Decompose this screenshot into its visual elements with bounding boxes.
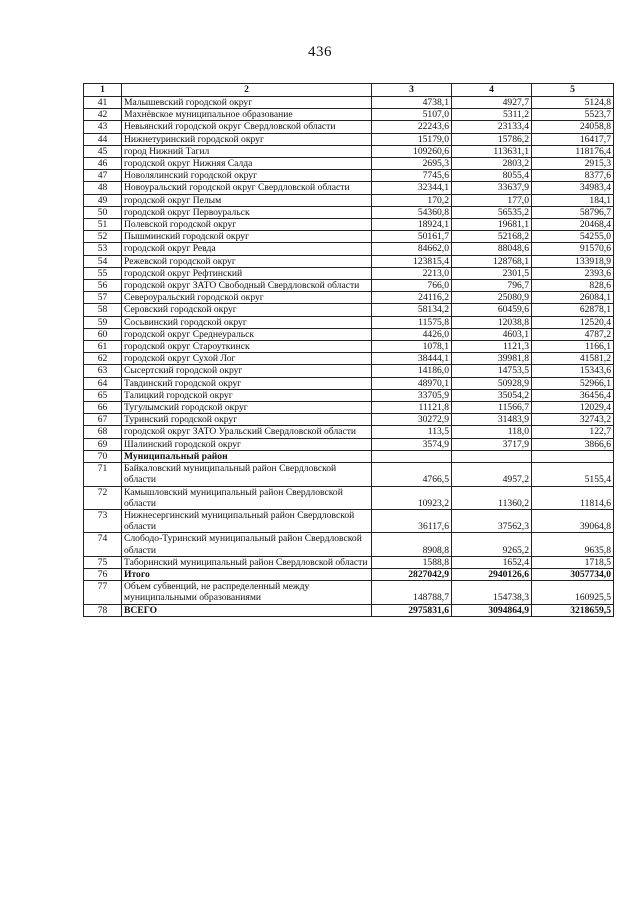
- row-value-col4: 14753,5: [452, 365, 532, 377]
- row-name: Сысертский городской округ: [122, 365, 372, 377]
- row-number: 64: [84, 377, 122, 389]
- row-value-col4: 1121,3: [452, 341, 532, 353]
- row-value-col5: 11814,6: [532, 486, 614, 509]
- row-value-col4: 2940126,6: [452, 568, 532, 580]
- row-value-col3: 84662,0: [372, 243, 452, 255]
- table-row: [84, 219, 614, 231]
- row-value-col3: 50161,7: [372, 231, 452, 243]
- row-value-col5: 828,6: [532, 280, 614, 292]
- row-value-col3: 32344,1: [372, 182, 452, 194]
- row-value-col3: 48970,1: [372, 377, 452, 389]
- table-row: [84, 121, 614, 133]
- row-number: 59: [84, 316, 122, 328]
- row-name: Малышевский городской округ: [122, 97, 372, 109]
- row-value-col4: 88048,6: [452, 243, 532, 255]
- row-name: городской округ Пелым: [122, 194, 372, 206]
- row-value-col4: 60459,6: [452, 304, 532, 316]
- row-value-col4: 35054,2: [452, 389, 532, 401]
- row-number: 44: [84, 133, 122, 145]
- row-number: 52: [84, 231, 122, 243]
- table-row: [84, 292, 614, 304]
- row-value-col3: 2827042,9: [372, 568, 452, 580]
- row-value-col3: 11121,8: [372, 402, 452, 414]
- row-value-col5: 39064,8: [532, 509, 614, 532]
- row-value-col4: 50928,9: [452, 377, 532, 389]
- row-value-col4: 2301,5: [452, 267, 532, 279]
- table-row: [84, 486, 614, 509]
- row-value-col4: 4603,1: [452, 328, 532, 340]
- table-row: [84, 328, 614, 340]
- row-number: 73: [84, 509, 122, 532]
- row-value-col3: 11575,8: [372, 316, 452, 328]
- row-number: 51: [84, 219, 122, 231]
- row-name: Пышминский городской округ: [122, 231, 372, 243]
- row-value-col5: 5523,7: [532, 109, 614, 121]
- table-row: [84, 438, 614, 450]
- row-name: Талицкий городской округ: [122, 389, 372, 401]
- table-row: [84, 604, 614, 616]
- row-number: 45: [84, 145, 122, 157]
- table-row: [84, 109, 614, 121]
- row-value-col5: 4787,2: [532, 328, 614, 340]
- row-number: 47: [84, 170, 122, 182]
- row-value-col4: 118,0: [452, 426, 532, 438]
- row-value-col5: 1718,5: [532, 556, 614, 568]
- row-name: городской округ ЗАТО Свободный Свердловской области: [122, 280, 372, 292]
- table-row: [84, 389, 614, 401]
- table-row: [84, 280, 614, 292]
- header-col-5: 5: [532, 84, 614, 97]
- row-value-col5: 24058,8: [532, 121, 614, 133]
- table-row: [84, 97, 614, 109]
- row-value-col4: 2803,2: [452, 158, 532, 170]
- row-value-col5: 91570,6: [532, 243, 614, 255]
- table-row: [84, 194, 614, 206]
- row-number: 72: [84, 486, 122, 509]
- row-name: Тавдинский городской округ: [122, 377, 372, 389]
- row-value-col5: 2915,3: [532, 158, 614, 170]
- header-col-3: 3: [372, 84, 452, 97]
- row-value-col4: 9265,2: [452, 533, 532, 556]
- table-row: [84, 533, 614, 556]
- table-row: [84, 170, 614, 182]
- row-name: Тугулымский городской округ: [122, 402, 372, 414]
- table-row: [84, 402, 614, 414]
- table-body: [84, 97, 614, 617]
- table-row: [84, 267, 614, 279]
- row-value-col4: 4927,7: [452, 97, 532, 109]
- row-value-col4: 796,7: [452, 280, 532, 292]
- row-name: город Нижний Тагил: [122, 145, 372, 157]
- row-name: Новоуральский городской округ Свердловской области: [122, 182, 372, 194]
- row-number: 57: [84, 292, 122, 304]
- row-number: 65: [84, 389, 122, 401]
- row-value-col4: 37562,3: [452, 509, 532, 532]
- row-value-col5: 20468,4: [532, 219, 614, 231]
- row-value-col4: 39981,8: [452, 353, 532, 365]
- row-value-col5: 36456,4: [532, 389, 614, 401]
- row-value-col5: 160925,5: [532, 581, 614, 604]
- row-value-col5: 41581,2: [532, 353, 614, 365]
- row-value-col4: 1652,4: [452, 556, 532, 568]
- row-value-col4: 11360,2: [452, 486, 532, 509]
- row-name: Сосьвинский городской округ: [122, 316, 372, 328]
- row-number: 71: [84, 463, 122, 486]
- row-value-col4: 31483,9: [452, 414, 532, 426]
- row-value-col3: 36117,6: [372, 509, 452, 532]
- table-row: [84, 414, 614, 426]
- table-row: [84, 182, 614, 194]
- row-value-col3: 8908,8: [372, 533, 452, 556]
- row-value-col5: 5155,4: [532, 463, 614, 486]
- table-row: [84, 145, 614, 157]
- row-value-col5: 3218659,5: [532, 604, 614, 616]
- table-row: [84, 133, 614, 145]
- row-name: Байкаловский муниципальный район Свердловской области: [122, 463, 372, 486]
- row-value-col5: 32743,2: [532, 414, 614, 426]
- row-name: Муниципальный район: [122, 450, 372, 462]
- row-value-col4: 8055,4: [452, 170, 532, 182]
- row-number: 54: [84, 255, 122, 267]
- row-value-col5: 26084,1: [532, 292, 614, 304]
- row-value-col4: 177,0: [452, 194, 532, 206]
- row-value-col4: 4957,2: [452, 463, 532, 486]
- row-name: Нижнесергинский муниципальный район Свердловской области: [122, 509, 372, 532]
- row-name: Объем субвенций, не распределенный между муниципальными образованиями: [122, 581, 372, 604]
- row-value-col4: 128768,1: [452, 255, 532, 267]
- row-value-col3: 33705,9: [372, 389, 452, 401]
- table-row: [84, 450, 614, 462]
- row-value-col3: 2695,3: [372, 158, 452, 170]
- row-value-col5: 58796,7: [532, 206, 614, 218]
- row-value-col5: 15343,6: [532, 365, 614, 377]
- row-value-col3: 14186,0: [372, 365, 452, 377]
- row-value-col3: 766,0: [372, 280, 452, 292]
- row-name: городской округ Сухой Лог: [122, 353, 372, 365]
- table-row: [84, 316, 614, 328]
- row-value-col3: 2975831,6: [372, 604, 452, 616]
- row-value-col3: 123815,4: [372, 255, 452, 267]
- row-value-col4: 23133,4: [452, 121, 532, 133]
- row-value-col4: 52168,2: [452, 231, 532, 243]
- row-value-col5: 184,1: [532, 194, 614, 206]
- row-number: 53: [84, 243, 122, 255]
- row-number: 62: [84, 353, 122, 365]
- page-number: 436: [308, 44, 332, 60]
- row-name: Туринский городской округ: [122, 414, 372, 426]
- row-value-col3: 10923,2: [372, 486, 452, 509]
- row-value-col5: 118176,4: [532, 145, 614, 157]
- subvention-table: [83, 83, 614, 617]
- row-name: городской округ Нижняя Салда: [122, 158, 372, 170]
- row-number: 67: [84, 414, 122, 426]
- row-number: 70: [84, 450, 122, 462]
- row-value-col3: 54360,8: [372, 206, 452, 218]
- table-row: [84, 581, 614, 604]
- row-value-col4: 25080,9: [452, 292, 532, 304]
- row-value-col3: 30272,9: [372, 414, 452, 426]
- row-value-col4: 3717,9: [452, 438, 532, 450]
- row-value-col3: 2213,0: [372, 267, 452, 279]
- row-value-col4: 5311,2: [452, 109, 532, 121]
- table-header-row: [84, 84, 614, 97]
- row-value-col3: 4766,5: [372, 463, 452, 486]
- row-name: Махнёвское муниципальное образование: [122, 109, 372, 121]
- row-name: Нижнетуринский городской округ: [122, 133, 372, 145]
- header-col-1: 1: [84, 84, 122, 97]
- row-number: 76: [84, 568, 122, 580]
- row-value-col3: 170,2: [372, 194, 452, 206]
- row-number: 60: [84, 328, 122, 340]
- row-value-col3: 7745,6: [372, 170, 452, 182]
- row-number: 61: [84, 341, 122, 353]
- table-row: [84, 556, 614, 568]
- row-value-col5: 3057734,0: [532, 568, 614, 580]
- row-name: городской округ Рефтинский: [122, 267, 372, 279]
- row-name: городской округ Староуткинск: [122, 341, 372, 353]
- row-name: Новолялинский городской округ: [122, 170, 372, 182]
- row-name: Слободо-Туринский муниципальный район Свердловской области: [122, 533, 372, 556]
- table-row: [84, 377, 614, 389]
- row-number: 46: [84, 158, 122, 170]
- row-name: Серовский городской округ: [122, 304, 372, 316]
- row-number: 49: [84, 194, 122, 206]
- row-name: Камышловский муниципальный район Свердловской области: [122, 486, 372, 509]
- row-value-col5: 5124,8: [532, 97, 614, 109]
- row-value-col3: 38444,1: [372, 353, 452, 365]
- row-value-col4: 12038,8: [452, 316, 532, 328]
- row-value-col3: 5107,0: [372, 109, 452, 121]
- row-number: 75: [84, 556, 122, 568]
- table-row: [84, 341, 614, 353]
- row-number: 42: [84, 109, 122, 121]
- row-value-col3: 15179,0: [372, 133, 452, 145]
- table-row: [84, 509, 614, 532]
- table-row: [84, 463, 614, 486]
- table-row: [84, 568, 614, 580]
- row-number: 56: [84, 280, 122, 292]
- row-value-col3: 18924,1: [372, 219, 452, 231]
- row-value-col4: 154738,3: [452, 581, 532, 604]
- header-col-2: 2: [122, 84, 372, 97]
- row-value-col3: 1588,8: [372, 556, 452, 568]
- header-col-4: 4: [452, 84, 532, 97]
- row-value-col3: 4738,1: [372, 97, 452, 109]
- row-number: 48: [84, 182, 122, 194]
- row-number: 69: [84, 438, 122, 450]
- row-value-col4: 11566,7: [452, 402, 532, 414]
- row-value-col3: 22243,6: [372, 121, 452, 133]
- row-name: Полевской городской округ: [122, 219, 372, 231]
- row-value-col3: 4426,0: [372, 328, 452, 340]
- row-value-col3: [372, 450, 452, 462]
- row-value-col4: [452, 450, 532, 462]
- row-value-col5: 12029,4: [532, 402, 614, 414]
- row-number: 50: [84, 206, 122, 218]
- row-value-col5: 9635,8: [532, 533, 614, 556]
- row-value-col3: 113,5: [372, 426, 452, 438]
- row-value-col3: 24116,2: [372, 292, 452, 304]
- row-value-col5: 12520,4: [532, 316, 614, 328]
- row-value-col4: 33637,9: [452, 182, 532, 194]
- row-number: 41: [84, 97, 122, 109]
- row-name: городской округ Среднеуральск: [122, 328, 372, 340]
- row-number: 78: [84, 604, 122, 616]
- table-row: [84, 353, 614, 365]
- row-value-col3: 3574,9: [372, 438, 452, 450]
- row-value-col3: 109260,6: [372, 145, 452, 157]
- row-value-col5: 8377,6: [532, 170, 614, 182]
- row-name: городской округ Первоуральск: [122, 206, 372, 218]
- row-value-col5: 133918,9: [532, 255, 614, 267]
- row-value-col5: [532, 450, 614, 462]
- row-name: Невьянский городской округ Свердловской области: [122, 121, 372, 133]
- row-value-col4: 3094864,9: [452, 604, 532, 616]
- row-name: городской округ ЗАТО Уральский Свердловской области: [122, 426, 372, 438]
- table-row: [84, 243, 614, 255]
- row-number: 74: [84, 533, 122, 556]
- row-number: 58: [84, 304, 122, 316]
- table-row: [84, 426, 614, 438]
- row-value-col3: 1078,1: [372, 341, 452, 353]
- row-name: Режевской городской округ: [122, 255, 372, 267]
- row-value-col5: 16417,7: [532, 133, 614, 145]
- row-value-col3: 148788,7: [372, 581, 452, 604]
- row-number: 66: [84, 402, 122, 414]
- row-value-col5: 2393,6: [532, 267, 614, 279]
- row-value-col4: 15786,2: [452, 133, 532, 145]
- table-row: [84, 365, 614, 377]
- row-value-col5: 54255,0: [532, 231, 614, 243]
- row-value-col5: 1166,1: [532, 341, 614, 353]
- row-name: Шалинский городской округ: [122, 438, 372, 450]
- row-number: 63: [84, 365, 122, 377]
- row-value-col5: 34983,4: [532, 182, 614, 194]
- table-row: [84, 206, 614, 218]
- row-number: 55: [84, 267, 122, 279]
- row-value-col5: 52966,1: [532, 377, 614, 389]
- row-value-col3: 58134,2: [372, 304, 452, 316]
- row-number: 68: [84, 426, 122, 438]
- row-value-col5: 3866,6: [532, 438, 614, 450]
- row-value-col5: 62878,1: [532, 304, 614, 316]
- row-number: 43: [84, 121, 122, 133]
- row-number: 77: [84, 581, 122, 604]
- row-value-col4: 113631,1: [452, 145, 532, 157]
- table-row: [84, 158, 614, 170]
- table-row: [84, 255, 614, 267]
- row-name: Североуральский городской округ: [122, 292, 372, 304]
- table-row: [84, 304, 614, 316]
- row-value-col4: 56535,2: [452, 206, 532, 218]
- row-name: ВСЕГО: [122, 604, 372, 616]
- row-value-col5: 122,7: [532, 426, 614, 438]
- row-value-col4: 19681,1: [452, 219, 532, 231]
- table-row: [84, 231, 614, 243]
- row-name: Таборинский муниципальный район Свердловской области: [122, 556, 372, 568]
- row-name: Итого: [122, 568, 372, 580]
- row-name: городской округ Ревда: [122, 243, 372, 255]
